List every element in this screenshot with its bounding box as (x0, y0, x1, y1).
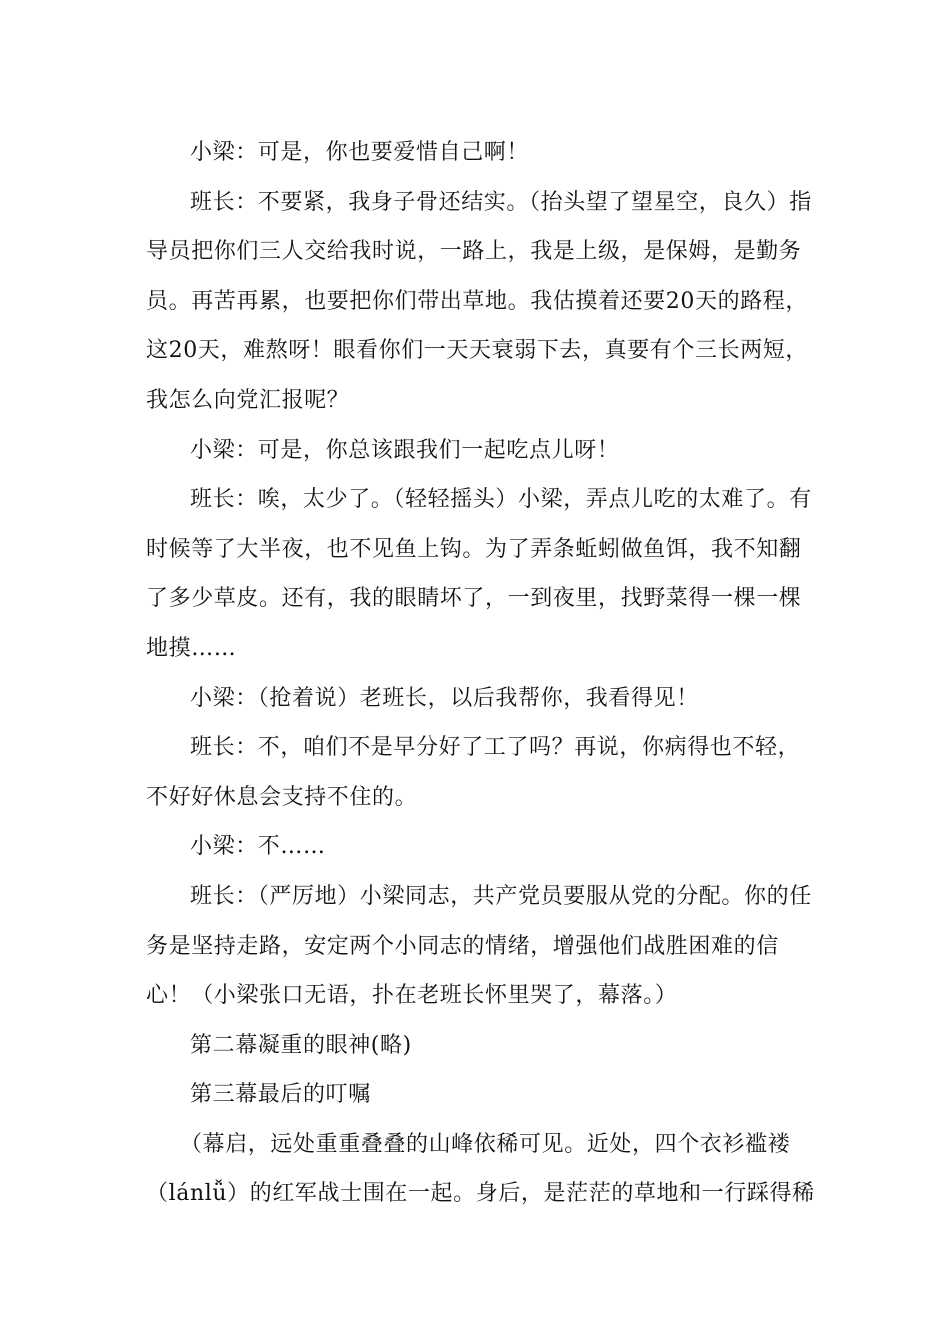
paragraph-1: 小梁：可是，你也要爱惜自己啊！ (190, 140, 530, 165)
paragraph-2: 班长：不要紧，我身子骨还结实。（抬头望了望星空，良久）指导员把你们三人交给我时说，一路上，我是上级，是保姆，是勤务员。再苦再累，也要把你们带出草地。我估摸着还要20天的路程，这20天，难熬呀！眼看你们一天天衰弱下去，真要有个三长两短，我怎么向党汇报呢？ (146, 189, 812, 413)
scene-heading-2: 第二幕凝重的眼神(略) (190, 1032, 412, 1058)
paragraph-4: 班长：唉，太少了。（轻轻摇头）小梁，弄点儿吃的太难了。有时候等了大半夜，也不见鱼上钩。为了弄条蚯蚓做鱼饵，我不知翻了多少草皮。还有，我的眼睛坏了，一到夜里，找野菜得一棵一棵地摸…… (146, 487, 812, 661)
paragraph-8: 班长：（严厉地）小梁同志，共产党员要服从党的分配。你的任务是坚持走路，安定两个小同志的情绪，增强他们战胜困难的信心！（小梁张口无语，扑在老班长怀里哭了，幕落。） (146, 883, 812, 1009)
paragraph-3: 小梁：可是，你总该跟我们一起吃点儿呀！ (190, 437, 620, 463)
paragraph-7: 小梁：不…… (190, 834, 326, 860)
paragraph-5: 小梁：（抢着说）老班长，以后我帮你，我看得见！ (190, 685, 699, 711)
paragraph-6: 班长：不，咱们不是早分好了工了吗？再说，你病得也不轻，不好好休息会支持不住的。 (146, 735, 801, 810)
scene-heading-3: 第三幕最后的叮嘱 (190, 1082, 371, 1108)
document-body (146, 128, 816, 1219)
paragraph-stage-direction: （幕启，远处重重叠叠的山峰依稀可见。近处，四个衣衫褴褛（lánlǚ）的红军战士围在一起。身后，是茫茫的草地和一行踩得稀 (146, 1131, 815, 1207)
